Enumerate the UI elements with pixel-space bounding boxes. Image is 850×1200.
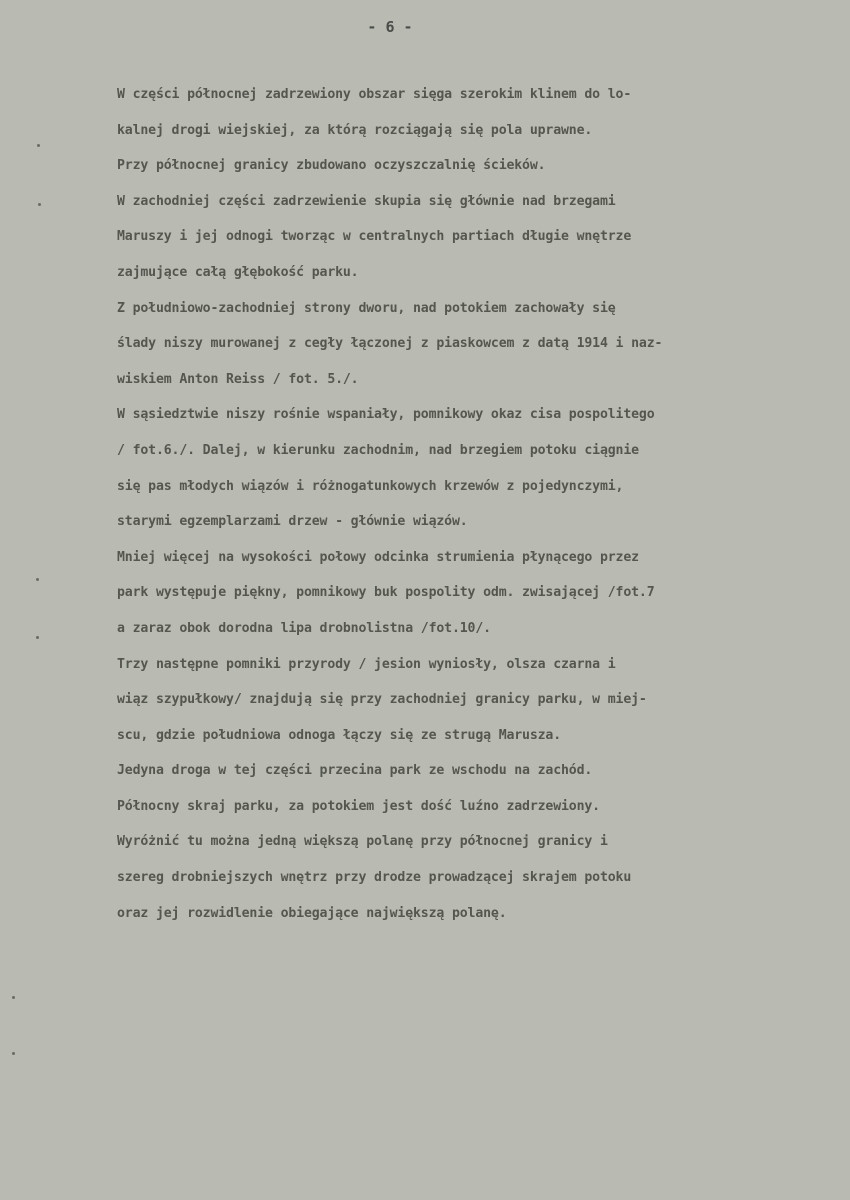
text-line: kalnej drogi wiejskiej, za którą rozciągają się pola uprawne. xyxy=(117,122,593,138)
text-line: / fot.6./. Dalej, w kierunku zachodnim, nad brzegiem potoku ciągnie xyxy=(117,442,639,458)
margin-speck xyxy=(12,996,15,999)
text-line: starymi egzemplarzami drzew - głównie wiązów. xyxy=(117,514,468,530)
page-number: - 6 - xyxy=(367,18,413,36)
margin-speck xyxy=(36,636,39,639)
text-line: Północny skraj parku, za potokiem jest dość luźno zadrzewiony. xyxy=(117,798,600,814)
text-line: wiąz szypułkowy/ znajdują się przy zachodniej granicy parku, w miej- xyxy=(117,692,647,708)
text-line: Przy północnej granicy zbudowano oczyszczalnię ścieków. xyxy=(117,158,546,174)
text-line: a zaraz obok dorodna lipa drobnolistna /fot.10/. xyxy=(117,620,491,636)
margin-speck xyxy=(12,1052,15,1055)
text-line: szereg drobniejszych wnętrz przy drodze prowadzącej skrajem potoku xyxy=(117,870,632,886)
text-line: Z południowo-zachodniej strony dworu, nad potokiem zachowały się xyxy=(117,300,616,316)
text-line: W części północnej zadrzewiony obszar sięga szerokim klinem do lo- xyxy=(117,87,632,102)
text-line: W zachodniej części zadrzewienie skupia się głównie nad brzegami xyxy=(117,193,616,209)
text-line: park występuje piękny, pomnikowy buk pospolity odm. zwisającej /fot.7 xyxy=(117,585,655,601)
text-line: wiskiem Anton Reiss / fot. 5./. xyxy=(117,371,359,387)
text-line: zajmujące całą głębokość parku. xyxy=(117,264,359,280)
text-line: Trzy następne pomniki przyrody / jesion wyniosły, olsza czarna i xyxy=(117,656,616,672)
text-line: Jedyna droga w tej części przecina park ze wschodu na zachód. xyxy=(117,763,593,779)
text-line: Wyróżnić tu można jedną większą polanę przy północnej granicy i xyxy=(117,834,608,850)
margin-speck xyxy=(38,203,41,206)
margin-speck xyxy=(36,578,39,581)
text-line: ślady niszy murowanej z cegły łączonej z piaskowcem z datą 1914 i naz- xyxy=(117,336,663,352)
margin-speck xyxy=(37,144,40,147)
text-line: Maruszy i jej odnogi tworząc w centralnych partiach długie wnętrze xyxy=(117,229,632,245)
typed-text-block xyxy=(117,77,850,931)
text-line: W sąsiedztwie niszy rośnie wspaniały, pomnikowy okaz cisa pospolitego xyxy=(117,407,655,423)
text-line: się pas młodych wiązów i różnogatunkowych krzewów z pojedynczymi, xyxy=(117,478,624,494)
text-line: Mniej więcej na wysokości połowy odcinka strumienia płynącego przez xyxy=(117,549,639,565)
text-line: scu, gdzie południowa odnoga łączy się ze strugą Marusza. xyxy=(117,727,562,743)
text-line: oraz jej rozwidlenie obiegające największą polanę. xyxy=(117,905,507,921)
